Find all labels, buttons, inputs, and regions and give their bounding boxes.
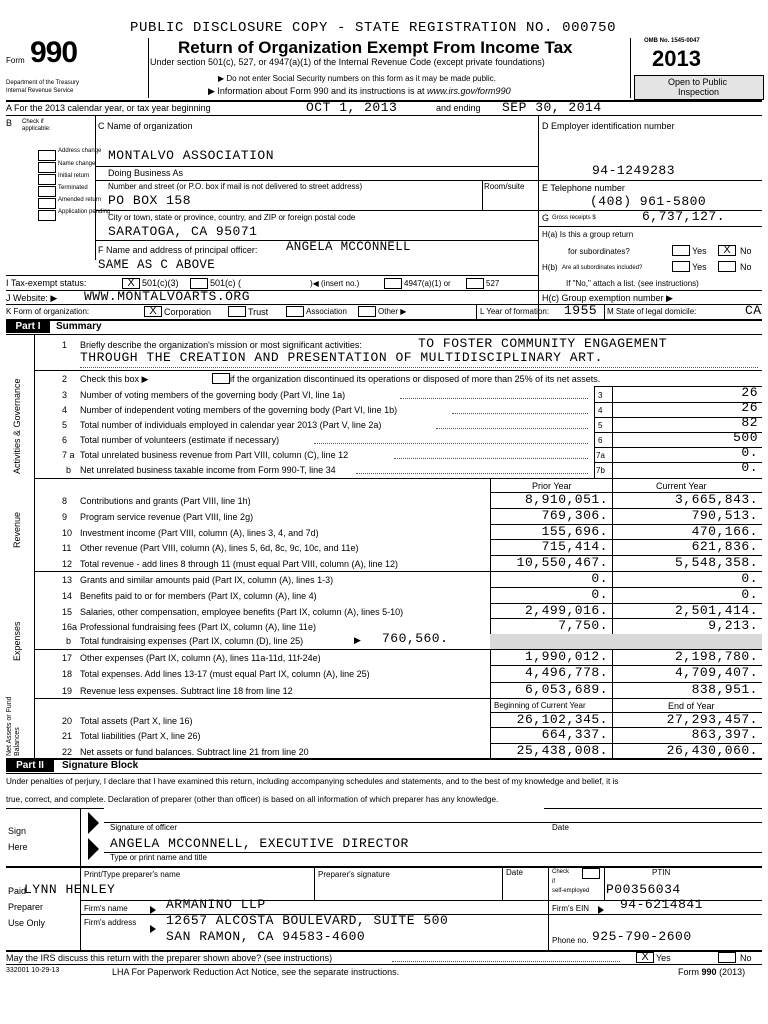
expense-line-num: 19 [62,685,73,696]
expense-line-label: Revenue less expenses. Subtract line 18 from line 12 [80,685,293,696]
firm-name-label: Firm's name [84,904,128,913]
net-assets-line-prior: 664,337. [541,727,608,743]
type-name-label: Type or print name and title [110,853,207,862]
association-label: Association [306,307,347,316]
revenue-line-num: 10 [62,527,73,538]
4947-checkbox[interactable] [384,278,402,289]
expense-line-current: 2,501,414. [674,602,758,618]
self-employed-checkbox[interactable] [582,868,600,879]
hb-sub: Are all subordinates included? [562,265,643,271]
room-label: Room/suite [484,182,525,191]
website-label: J Website: ▶ [6,293,58,303]
net-assets-line-num: 21 [62,731,73,742]
line4-label: Number of independent voting members of the governing body (Part VI, line 1b) [80,405,398,415]
expense-line-prior: 4,496,778. [524,665,608,681]
firm-ein-label: Firm's EIN [552,904,590,913]
perjury-statement-2: true, correct, and complete. Declaration of preparer (other than officer) is based on all information of which preparer has any knowledge. [6,795,499,804]
street-address: PO BOX 158 [108,193,192,208]
firm-address-label: Firm's address [84,918,137,927]
expense-line-label: Salaries, other compensation, employee benefits (Part IX, column (A), lines 5-10) [80,606,404,617]
paperwork-notice: LHA For Paperwork Reduction Act Notice, see the separate instructions. [112,967,400,977]
tax-year-begin: OCT 1, 2013 [306,100,398,115]
revenue-line-prior: 8,910,051. [524,492,608,507]
city-state-zip: SARATOGA, CA 95071 [108,224,258,239]
unrelated-taxable: 0. [741,460,758,475]
hb-note: If "No," attach a list. (see instructions) [566,279,699,288]
line7a-label: Total unrelated business revenue from Part VIII, column (C), line 12 [80,450,349,460]
irs-discuss-question: May the IRS discuss this return with the preparer shown above? (see instructions) [6,953,333,963]
expense-line-label: Other expenses (Part IX, column (A), lines 11a-11d, 11f-24e) [80,653,321,663]
officer-name-title: ANGELA MCCONNELL, EXECUTIVE DIRECTOR [110,836,409,851]
disclosure-banner: PUBLIC DISCLOSURE COPY - STATE REGISTRATION NO. 000750 [130,20,617,36]
revenue-line-current: 621,836. [691,539,758,555]
firm-arrow-icon [150,906,156,914]
line2-label: Check this box ▶ [80,374,149,384]
line5-num: 5 [62,420,68,430]
here-label: Here [8,842,28,852]
dba-label: Doing Business As [108,168,184,178]
col-current-year: Current Year [656,481,707,491]
tax-year-end: SEP 30, 2014 [502,100,602,115]
net-assets-line-num: 20 [62,716,73,726]
line16b-arrow: ▶ [354,635,361,645]
check-applicable: Check if applicable: [22,119,51,132]
hb-no-checkbox[interactable] [718,261,736,272]
side-label-net-assets: Net Assets or Fund Balances [6,696,21,756]
revenue-line-current: 3,665,843. [674,492,758,507]
part2-tag: Part II [6,759,54,772]
initial-return-checkbox[interactable] [38,174,56,185]
revenue-line-label: Investment income (Part VIII, column (A), lines 3, 4, and 7d) [80,527,319,538]
501c3-checkbox[interactable]: X [122,278,140,289]
side-label-expenses: Expenses [12,621,22,661]
line7b-num: b [66,465,72,475]
expense-line-prior: 0. [591,586,608,602]
application-pending-label: Application pending [58,209,111,215]
use-only-label: Use Only [8,918,46,928]
line3-box: 3 [598,391,603,400]
address-change-checkbox[interactable] [38,150,56,161]
other-label: Other ▶ [378,307,407,316]
line4-num: 4 [62,405,68,415]
tax-year: 2013 [652,46,701,71]
street-label: Number and street (or P.O. box if mail is not delivered to street address) [108,182,363,191]
fundraising-expenses: 760,560. [382,631,449,646]
part2-title: Signature Block [62,760,139,771]
other-checkbox[interactable] [358,306,376,317]
net-assets-line-current: 26,430,060. [666,742,758,758]
b-label: B [6,118,13,128]
expense-line-prior: 7,750. [558,618,608,634]
trust-label: Trust [248,307,269,317]
firm-phone: 925-790-2600 [592,929,692,944]
form-title: Return of Organization Exempt From Income Tax [178,38,573,57]
side-label-revenue: Revenue [12,511,22,548]
dept-treasury: Department of the Treasury [6,80,80,86]
line16b-num: b [66,636,72,646]
ein-value: 94-1249283 [592,163,676,178]
line5-box: 5 [598,421,603,430]
ptin-label: PTIN [652,868,671,877]
501c-label: 501(c) ( [210,278,242,288]
expense-line-prior: 2,499,016. [524,602,608,618]
line1-num: 1 [62,340,68,350]
insert-no-label: )◀ (insert no.) [310,279,360,288]
line7a-num: 7 a [62,450,75,460]
expense-line-num: 14 [62,590,73,601]
col-beginning-year: Beginning of Current Year [494,701,586,710]
line5-label: Total number of individuals employed in calendar year 2013 (Part V, line 2a) [80,420,382,430]
form-prefix: Form [6,56,25,65]
net-assets-line-prior: 26,102,345. [516,712,608,727]
ein-arrow-icon [598,906,604,914]
domicile-label: M State of legal domicile: [607,307,697,316]
year-formation-label: L Year of formation: [480,307,550,316]
gross-receipts: 6,737,127. [642,209,726,224]
irs-url[interactable]: www.irs.gov/form990 [427,86,511,96]
name-change-label: Name change [58,161,96,167]
corporation-checkbox[interactable]: X [144,306,162,317]
expense-line-num: 16a [62,622,78,633]
address-arrow-icon [150,925,156,933]
domicile-state: CA [745,303,762,318]
line6-box: 6 [598,436,603,445]
col-end-of-year: End of Year [668,701,715,711]
self-employed-label: self-employed [552,888,590,894]
line2-text: if the organization discontinued its operations or disposed of more than 25% of its net assets. [230,374,601,384]
independent-members: 26 [741,400,758,415]
line-a-label: A For the 2013 calendar year, or tax year beginning [6,103,211,113]
line2-num: 2 [62,374,68,384]
expense-line-current: 2,198,780. [674,649,758,664]
ha-yes-checkbox[interactable] [672,245,690,256]
line7b-box: 7b [596,466,605,475]
sign-date-label: Date [552,823,569,832]
line16b-label: Total fundraising expenses (Part IX, column (D), line 25) [80,636,304,646]
revenue-line-prior: 155,696. [541,523,608,539]
expense-line-prior: 0. [591,571,608,586]
revenue-line-num: 8 [62,496,68,506]
preparer-sig-label: Preparer's signature [318,870,390,879]
voting-members: 26 [741,385,758,400]
expense-line-num: 17 [62,653,73,663]
employees: 82 [741,415,758,430]
check-label: Check [552,869,570,875]
net-assets-line-label: Total assets (Part X, line 16) [80,716,193,726]
gross-receipts-label: Gross receipts $ [552,215,596,221]
address-change-label: Address change [58,148,102,154]
c-label: C Name of organization [98,121,193,131]
info-notice: ▶ Information about Form 990 and its instructions is at www.irs.gov/form990 [208,86,511,96]
501c-checkbox[interactable] [190,278,208,289]
footer-form: Form 990 (2013) [678,967,746,977]
expense-line-num: 18 [62,669,73,680]
ending-label: and ending [436,103,481,113]
org-name: MONTALVO ASSOCIATION [108,148,275,163]
revenue-line-label: Contributions and grants (Part VIII, line 1h) [80,496,251,506]
expense-line-current: 0. [741,586,758,602]
part1-tag: Part I [6,320,50,333]
initial-return-label: Initial return [58,173,90,179]
officer-signature-label: Signature of officer [110,823,178,832]
4947-label: 4947(a)(1) or [404,279,451,288]
revenue-line-num: 11 [62,543,72,554]
trust-checkbox[interactable] [228,306,246,317]
corporation-label: Corporation [164,307,212,317]
line3-label: Number of voting members of the governing body (Part VI, line 1a) [80,390,346,400]
discuss-yes-label: Yes [656,953,671,963]
line-k-label: K Form of organization: [6,307,90,316]
discuss-yes-checkbox[interactable]: X [636,952,654,963]
amended-return-checkbox[interactable] [38,198,56,209]
hc-label: H(c) Group exemption number ▶ [542,293,673,303]
expense-line-current: 838,951. [691,681,758,697]
mission-line1: TO FOSTER COMMUNITY ENGAGEMENT [418,336,668,351]
ssn-notice: ▶ Do not enter Social Security numbers on this form as it may be made public. [218,74,496,83]
line1-label: Briefly describe the organization's mission or most significant activities: [80,340,362,350]
e-label: E Telephone number [542,183,625,193]
g-label: G [542,213,550,223]
volunteers: 500 [733,430,758,445]
if-label: if [552,879,555,885]
line-i-label: I Tax-exempt status: [6,278,87,288]
expense-line-label: Total expenses. Add lines 13-17 (must equal Part IX, column (A), line 25) [80,669,370,680]
phone-value: (408) 961-5800 [590,194,707,209]
terminated-checkbox[interactable] [38,186,56,197]
form-code: 332001 10-29-13 [6,967,60,974]
net-assets-line-current: 863,397. [691,727,758,743]
firm-address-line1: 12657 ALCOSTA BOULEVARD, SUITE 500 [166,913,449,928]
preparer-name-label: Print/Type preparer's name [84,870,181,879]
perjury-statement-1: Under penalties of perjury, I declare that I have examined this return, including accompanying schedules and statements, and to the best of my knowledge and belief, it is [6,777,619,786]
expense-line-label: Professional fundraising fees (Part IX, column (A), line 11e) [80,622,316,633]
line3-num: 3 [62,390,68,400]
part1-title: Summary [56,321,102,332]
revenue-line-current: 5,548,358. [674,555,758,571]
527-checkbox[interactable] [466,278,484,289]
line6-num: 6 [62,435,68,445]
revenue-line-prior: 10,550,467. [516,555,608,571]
net-assets-line-current: 27,293,457. [666,712,758,727]
ha-label: H(a) Is this a group return [542,230,634,239]
revenue-line-prior: 769,306. [541,507,608,523]
discuss-no-checkbox[interactable] [718,952,736,963]
expense-line-prior: 1,990,012. [524,649,608,664]
hb-yes-label: Yes [692,262,707,272]
revenue-line-num: 12 [62,559,73,570]
paid-label: Paid [8,886,27,896]
expense-line-label: Grants and similar amounts paid (Part IX, column (A), lines 1-3) [80,575,334,585]
open-public: Open to Public [668,77,728,87]
ptin-value: P00356034 [606,882,681,897]
sign-label: Sign [8,826,27,836]
line7a-box: 7a [596,451,605,460]
expense-line-current: 0. [741,571,758,586]
expense-line-label: Benefits paid to or for members (Part IX, column (A), line 4) [80,590,317,601]
website-value[interactable]: WWW.MONTALVOARTS.ORG [84,289,251,304]
ha-sub: for subordinates? [568,247,630,256]
officer-signature-field[interactable] [104,808,544,822]
ha-yes-label: Yes [692,246,707,256]
mission-line2: THROUGH THE CREATION AND PRESENTATION OF MULTIDISCIPLINARY ART. [80,350,603,365]
application-pending-checkbox[interactable] [38,210,56,221]
line7b-label: Net unrelated business taxable income from Form 990-T, line 34 [80,465,336,475]
inspection: Inspection [678,87,720,97]
revenue-line-current: 790,513. [691,507,758,523]
year-formation: 1955 [564,303,598,318]
d-label: D Employer identification number [542,121,675,131]
revenue-line-label: Program service revenue (Part VIII, line 2g) [80,511,254,522]
dept-irs: Internal Revenue Service [6,88,74,94]
association-checkbox[interactable] [286,306,304,317]
ha-no-label: No [740,246,752,256]
side-label-governance: Activities & Governance [12,378,22,474]
line4-box: 4 [598,406,603,415]
expense-line-current: 9,213. [708,618,758,634]
form-subtitle: Under section 501(c), 527, or 4947(a)(1) of the Internal Revenue Code (except private foundations) [150,57,545,67]
col-prior-year: Prior Year [532,481,572,491]
principal-officer: ANGELA MCCONNELL [286,240,411,254]
net-assets-line-num: 22 [62,746,73,757]
hb-no-label: No [740,262,752,272]
omb-number: OMB No. 1545-0047 [644,38,700,44]
expense-line-num: 13 [62,575,73,585]
officer-address: SAME AS C ABOVE [98,258,216,272]
ha-no-checkbox[interactable]: X [718,245,736,256]
revenue-line-prior: 715,414. [541,539,608,555]
unrelated-revenue: 0. [741,445,758,460]
preparer-date-label: Date [506,868,523,877]
501c3-label: 501(c)(3) [142,278,179,288]
firm-ein: 94-6214841 [620,897,704,912]
net-assets-line-prior: 25,438,008. [516,742,608,758]
firm-address-line2: SAN RAMON, CA 94583-4600 [166,929,366,944]
hb-label: H(b) [542,263,558,272]
city-label: City or town, state or province, country, and ZIP or foreign postal code [108,213,356,222]
revenue-line-num: 9 [62,511,68,522]
revenue-line-label: Other revenue (Part VIII, column (A), lines 5, 6d, 8c, 9c, 10c, and 11e) [80,543,359,554]
net-assets-line-label: Total liabilities (Part X, line 26) [80,731,201,742]
name-change-checkbox[interactable] [38,162,56,173]
preparer-label: Preparer [8,902,44,912]
expense-line-num: 15 [62,606,73,617]
revenue-line-label: Total revenue - add lines 8 through 11 (must equal Part VIII, column (A), line 12) [80,559,398,570]
firm-name: ARMANINO LLP [166,897,266,912]
sign-arrow-icon [88,812,99,834]
expense-line-prior: 6,053,689. [524,681,608,697]
firm-phone-label: Phone no. [552,936,589,945]
net-assets-line-label: Net assets or fund balances. Subtract line 21 from line 20 [80,746,309,757]
form-number: 990 [30,36,78,69]
preparer-name: LYNN HENLEY [24,882,116,897]
discuss-no-label: No [740,953,752,963]
amended-return-label: Amended return [58,197,102,203]
527-label: 527 [486,279,500,288]
f-label: F Name and address of principal officer: [98,245,258,255]
expense-line-current: 4,709,407. [674,665,758,681]
revenue-line-current: 470,166. [691,523,758,539]
terminated-label: Terminated [58,185,88,191]
hb-yes-checkbox[interactable] [672,261,690,272]
discontinued-checkbox[interactable] [212,373,230,384]
name-arrow-icon [88,838,99,860]
line6-label: Total number of volunteers (estimate if necessary) [80,435,280,445]
